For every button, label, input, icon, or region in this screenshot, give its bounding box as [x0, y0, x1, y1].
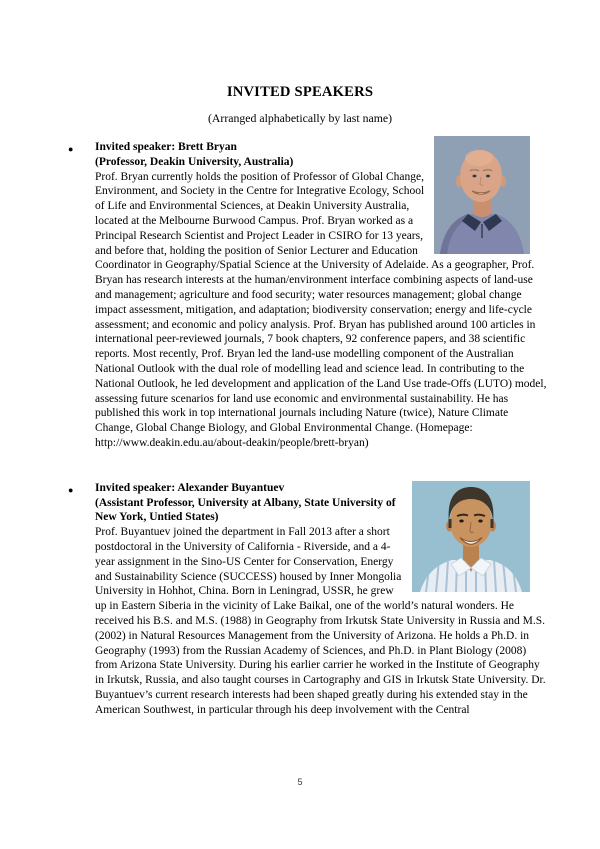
speaker-affiliation: (Professor, Deakin University, Australia) [95, 155, 294, 168]
speaker-photo-brett-bryan [434, 136, 530, 254]
bullet-icon: ● [68, 484, 74, 495]
page-number: 5 [297, 777, 303, 787]
speaker-section-alexander-buyantuev [68, 481, 547, 718]
page-subtitle: (Arranged alphabetically by last name) [207, 111, 393, 125]
speaker-bio: Prof. Buyantuev joined the department in Fall 2013 after a short postdoctoral in the University of California - Riverside, and a 4-year assignment in the Sino-US Center for Conservation, Energy and Sustainability Science (SUCCESS) housed by Inner Mongolia University in Hohhot, China. Born in Leningrad, USSR, he grew up in Eastern Siberia in the vicinity of Lake Baikal, one of the world’s natural wonders. He received his B.S. and M.S. (1988) in Geography from Irkutsk State University in Russia and M.S. (2002) in Natural Resources Management from the University of Arizona. He holds a Ph.D. in Geography (1993) from the Russian Academy of Sciences, and Ph.D. in Plant Biology (2008) from Arizona State University. During his earlier carrier he worked in the Institute of Geography in Irkutsk, Russia, and also taught courses in Cartography and GIS in Irkutsk State University. Dr. Buyantuev’s current research interests had been shaped greatly during his extended stay in the American Southwest, in particular through his deep involvement with the Central [95, 526, 546, 716]
page-title: INVITED SPEAKERS [226, 84, 374, 100]
speaker-name-heading: Invited speaker: Brett Bryan [95, 141, 237, 153]
speaker-section-brett-bryan [68, 140, 547, 451]
speakers-list [68, 140, 547, 717]
speaker-photo-alexander-buyantuev [412, 481, 530, 592]
portrait-illustration-alexander-buyantuev [412, 481, 530, 592]
speaker-affiliation: (Assistant Professor, University at Albany, State University of New York, Untied States) [95, 496, 396, 524]
speaker-bio: Prof. Bryan currently holds the position of Professor of Global Change, Environment, and Society in the Centre for Integrative Ecology, School of Life and Environmental Sciences, at Deakin University Australia, located at the Melbourne Burwood Campus. Prof. Bryan worked as a Principal Research Scientist and Project Leader in CSIRO for 13 years, and before that, holding the position of Senior Lecturer and Education Coordinator in Geography/Spatial Science at the University of Adelaide. As a geographer, Prof. Bryan has research interests at the human/environment interface combining aspects of land-use and management; agriculture and food security; water resources management; global change impact assessment, mitigation, and adaptation; biodiversity conservation; energy and life-cycle assessment; and economic and policy analysis. Prof. Bryan has published around 100 articles in international peer-reviewed journals, 7 book chapters, 92 conference papers, and 38 scientific reports. Most recently, Prof. Bryan led the land-use modelling component of the Australian National Outlook with the dual role of modelling lead and science lead. In contributing to the National Outlook, he led development and application of the Land Use trade-Offs (LUTO) model, assessing future scenarios for land use economic and environmental sustainability. He has published this work in top international journals including Nature (twice), Nature Climate Change, Global Change Biology, and Global Environmental Change. (Homepage: http://www.deakin.edu.au/about-deakin/people/brett-bryan) [95, 170, 547, 449]
portrait-illustration-brett-bryan [434, 136, 530, 254]
bullet-icon: ● [68, 144, 74, 154]
speaker-name-heading: Invited speaker: Alexander Buyantuev [95, 481, 285, 494]
